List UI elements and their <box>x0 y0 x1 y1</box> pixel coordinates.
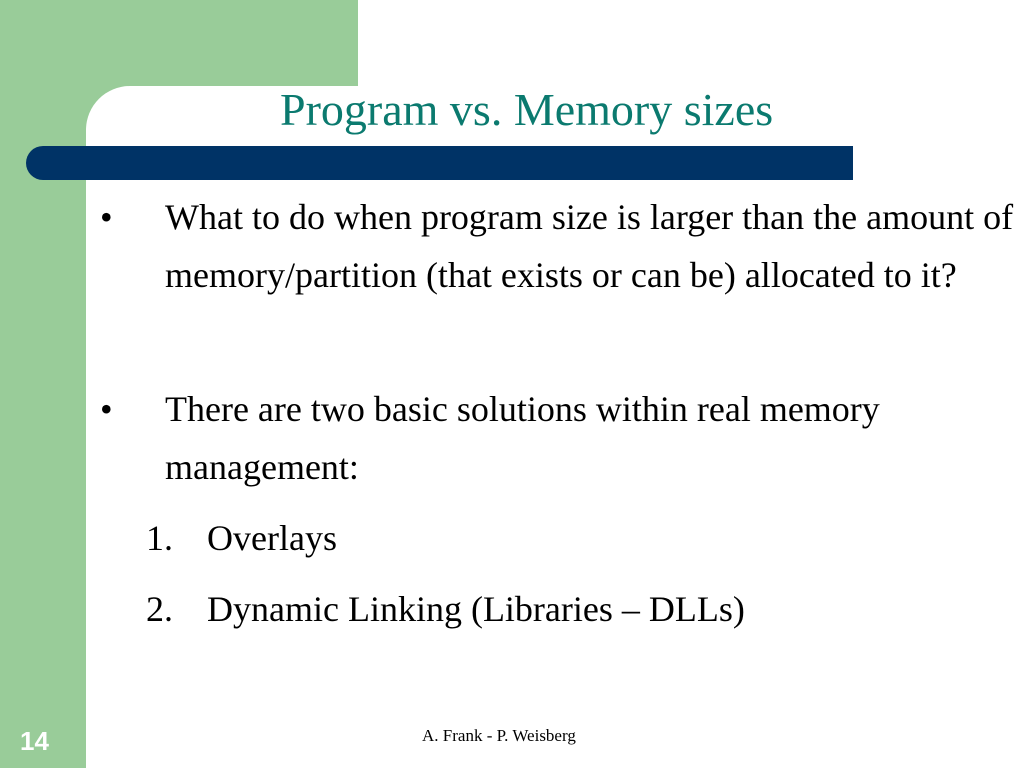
numbered-text: Dynamic Linking (Libraries – DLLs) <box>207 589 745 629</box>
title-underline-bar <box>26 146 853 180</box>
number-marker: 1. <box>146 518 173 558</box>
slide-title: Program vs. Memory sizes <box>280 84 774 135</box>
footer-authors: A. Frank - P. Weisberg <box>422 726 576 745</box>
number-marker: 2. <box>146 589 173 629</box>
numbered-text: Overlays <box>207 518 337 558</box>
bullet-marker: • <box>100 197 113 237</box>
bullet-marker: • <box>100 389 113 429</box>
bullet-text: What to do when program size is larger than the amount of memory/partition (that exists or can be) allocated to it? <box>165 197 1014 295</box>
bullet-text: There are two basic solutions within real memory management: <box>165 389 880 487</box>
page-number: 14 <box>20 726 49 756</box>
